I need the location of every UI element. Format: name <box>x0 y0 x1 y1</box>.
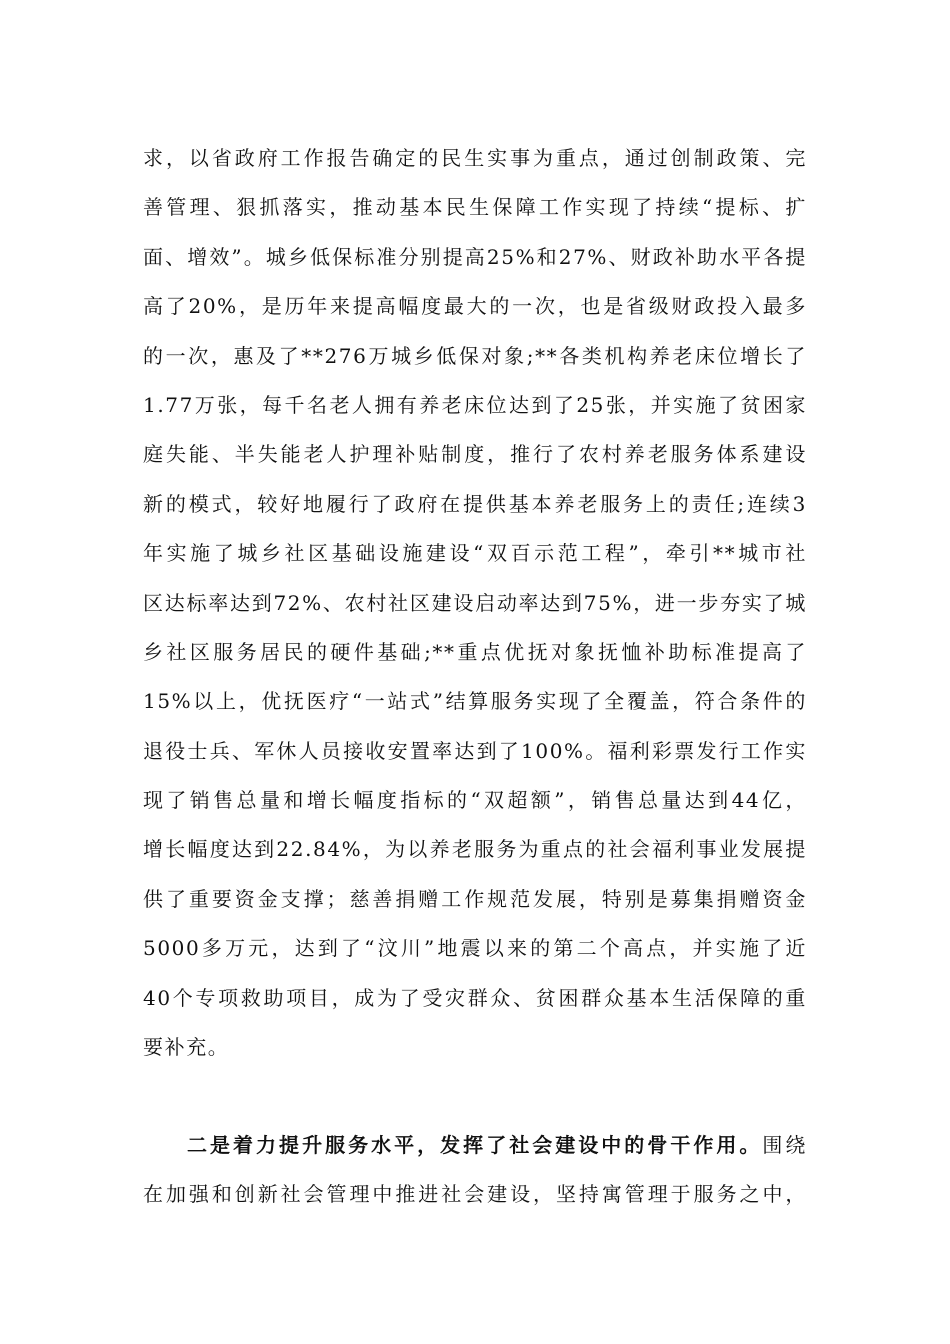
text-line: 5000多万元，达到了“汶川”地震以来的第二个高点，并实施了近 <box>143 936 807 961</box>
text-line: 新的模式，较好地履行了政府在提供基本养老服务上的责任;连续3 <box>143 491 807 516</box>
text-line: 1.77万张，每千名老人拥有养老床位达到了25张，并实施了贫困家 <box>143 392 807 417</box>
text-line: 供了重要资金支撑；慈善捐赠工作规范发展，特别是募集捐赠资金 <box>143 886 807 911</box>
text-line: 的一次，惠及了**276万城乡低保对象;**各类机构养老床位增长了 <box>143 343 807 368</box>
text-line: 退役士兵、军休人员接收安置率达到了100%。福利彩票发行工作实 <box>143 738 807 763</box>
paragraph-2 <box>143 1121 807 1220</box>
text-line: 善管理、狠抓落实，推动基本民生保障工作实现了持续“提标、扩 <box>143 195 807 220</box>
text-line: 乡社区服务居民的硬件基础;**重点优抚对象抚恤补助标准提高了 <box>143 639 807 664</box>
text-line: 40个专项救助项目，成为了受灾群众、贫困群众基本生活保障的重 <box>143 985 807 1010</box>
text-line: 年实施了城乡社区基础设施建设“双百示范工程”，牵引**城市社 <box>143 541 807 566</box>
text-line <box>143 1121 807 1170</box>
text-line: 要补充。 <box>143 1035 230 1060</box>
text-line: 区达标率达到72%、农村社区建设启动率达到75%，进一步夯实了城 <box>143 590 807 615</box>
paragraph-1 <box>143 134 807 1072</box>
text-span: 围绕 <box>762 1133 808 1157</box>
text-line: 在加强和创新社会管理中推进社会建设，坚持寓管理于服务之中， <box>143 1182 807 1207</box>
text-line: 现了销售总量和增长幅度指标的“双超额”，销售总量达到44亿， <box>143 788 807 813</box>
text-line: 高了20%，是历年来提高幅度最大的一次，也是省级财政投入最多 <box>143 294 807 319</box>
text-line: 庭失能、半失能老人护理补贴制度，推行了农村养老服务体系建设 <box>143 442 807 467</box>
paragraph-heading: 二是着力提升服务水平，发挥了社会建设中的骨干作用。 <box>187 1133 763 1157</box>
text-line: 面、增效”。城乡低保标准分别提高25%和27%、财政补助水平各提 <box>143 244 807 269</box>
text-line: 增长幅度达到22.84%，为以养老服务为重点的社会福利事业发展提 <box>143 837 807 862</box>
text-line: 求，以省政府工作报告确定的民生实事为重点，通过创制政策、完 <box>143 146 807 170</box>
text-line: 15%以上，优抚医疗“一站式”结算服务实现了全覆盖，符合条件的 <box>143 689 807 714</box>
